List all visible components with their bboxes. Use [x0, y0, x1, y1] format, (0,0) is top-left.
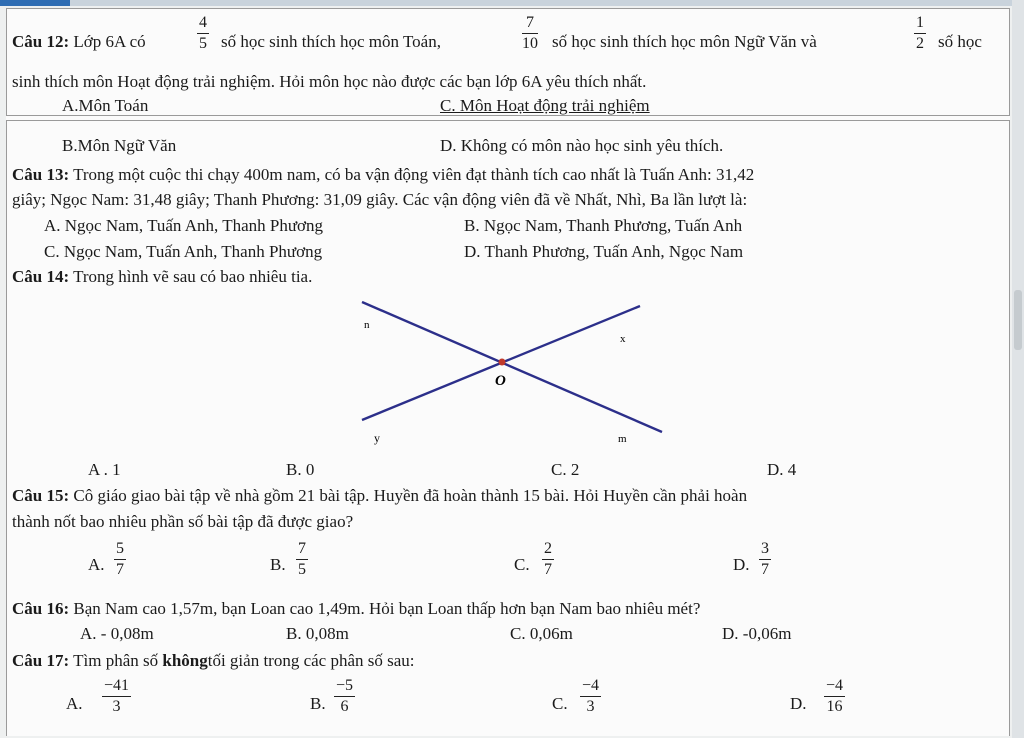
q14-option-d: D. 4: [767, 460, 797, 479]
q15-option-d-fraction: [759, 540, 771, 579]
q15-text1: Cô giáo giao bài tập về nhà gồm 21 bài tập. Huyền đã hoàn thành 15 bài. Hỏi Huyền cần phải hoàn: [73, 486, 748, 505]
q14-label: Câu 14:: [12, 267, 70, 286]
numerator: 7: [298, 540, 306, 557]
q17-option-d-label: D.: [790, 694, 807, 713]
label-y: y: [374, 431, 380, 445]
q15-line1: [12, 486, 747, 506]
q12-f3-numerator: 1: [916, 14, 924, 31]
q12-f1-denominator: 5: [199, 35, 207, 52]
q17-option-b-label: B.: [310, 694, 326, 713]
q13-label: Câu 13:: [12, 165, 70, 184]
q16-option-c: C. 0,06m: [510, 624, 573, 643]
q12-option-a: A.Môn Toán: [62, 96, 149, 115]
q12-f2-denominator: 10: [522, 35, 538, 52]
q12-label: Câu 12:: [12, 32, 70, 51]
window-top-bar: [0, 0, 1024, 6]
q15-option-b-fraction: [296, 540, 308, 579]
q14-line: [12, 267, 312, 287]
denominator: 3: [586, 698, 595, 715]
q12-f3-denominator: 2: [916, 35, 924, 52]
window-tab-indicator: [0, 0, 70, 6]
numerator: −4: [826, 677, 844, 694]
q13-option-d: D. Thanh Phương, Tuấn Anh, Ngọc Nam: [464, 242, 744, 261]
numerator: −5: [336, 677, 354, 694]
scrollbar[interactable]: [1012, 0, 1024, 738]
q15-option-a-label: A.: [88, 555, 105, 574]
denominator: 6: [340, 698, 349, 715]
q16-option-a: A. - 0,08m: [80, 624, 154, 643]
q12-fraction-1: [197, 14, 209, 53]
q13-option-c: C. Ngọc Nam, Tuấn Anh, Thanh Phương: [44, 242, 323, 261]
numerator: 5: [116, 540, 124, 557]
q16-text: Bạn Nam cao 1,57m, bạn Loan cao 1,49m. Hỏi bạn Loan thấp hơn bạn Nam bao nhiêu mét?: [73, 599, 701, 618]
q12-text1: Lớp 6A có: [73, 32, 146, 51]
q15-option-c-fraction: [542, 540, 554, 579]
q13-line1: [12, 165, 754, 185]
q12-line2: sinh thích môn Hoạt động trải nghiệm. Hỏi môn học nào được các bạn lớp 6A yêu thích nhất.: [12, 72, 647, 91]
q16-option-b: B. 0,08m: [286, 624, 349, 643]
q17-bold-word: không: [162, 651, 208, 670]
scrollbar-thumb[interactable]: [1014, 290, 1022, 350]
q17-option-a-fraction: [102, 677, 131, 716]
numerator: 2: [544, 540, 552, 557]
q12-f1-numerator: 4: [199, 14, 207, 31]
q12-text4: số học: [938, 32, 982, 51]
denominator: 7: [761, 561, 769, 578]
q15-option-a-fraction: [114, 540, 126, 579]
q14-text: Trong hình vẽ sau có bao nhiêu tia.: [73, 267, 313, 286]
q17-option-b-fraction: [334, 677, 355, 716]
q16-label: Câu 16:: [12, 599, 70, 618]
q14-option-b: B. 0: [286, 460, 315, 479]
q15-option-b-label: B.: [270, 555, 286, 574]
denominator: 16: [826, 698, 843, 715]
q12-option-d: D. Không có môn nào học sinh yêu thích.: [440, 136, 724, 155]
q14-option-c: C. 2: [551, 460, 580, 479]
q17-option-c-fraction: [580, 677, 601, 716]
q14-option-a: A . 1: [88, 460, 121, 479]
label-m: m: [618, 433, 627, 445]
q13-option-a: A. Ngọc Nam, Tuấn Anh, Thanh Phương: [44, 216, 324, 235]
q17-option-d-fraction: [824, 677, 845, 716]
label-x: x: [620, 333, 626, 345]
q14-figure: [340, 290, 680, 460]
q12-fraction-2: [522, 14, 538, 53]
q17-text2: tối giản trong các phân số sau:: [207, 651, 415, 670]
point-o: [499, 359, 506, 366]
q12-line1: [12, 32, 146, 52]
q13-option-b: B. Ngọc Nam, Thanh Phương, Tuấn Anh: [464, 216, 743, 235]
q16-line: [12, 599, 700, 619]
q15-option-d-label: D.: [733, 555, 750, 574]
q17-text1: Tìm phân số: [73, 651, 159, 670]
q17-option-c-label: C.: [552, 694, 568, 713]
q15-option-c-label: C.: [514, 555, 530, 574]
q12-text2: số học sinh thích học môn Toán,: [221, 32, 441, 51]
label-o: O: [495, 373, 506, 389]
numerator: −4: [582, 677, 600, 694]
q12-fraction-3: [914, 14, 926, 53]
q16-option-d: D. -0,06m: [722, 624, 792, 643]
q17-line: [12, 651, 415, 671]
numerator: 3: [761, 540, 769, 557]
q12-f2-numerator: 7: [526, 14, 534, 31]
q13-line2: giây; Ngọc Nam: 31,48 giây; Thanh Phương: 31,09 giây. Các vận động viên đã về Nhất, Nhì, Ba lần lượt là:: [12, 190, 748, 209]
label-n: n: [364, 319, 370, 331]
denominator: 7: [544, 561, 552, 578]
q13-text1: Trong một cuộc thi chạy 400m nam, có ba vận động viên đạt thành tích cao nhất là Tuấn Anh: 31,42: [73, 165, 755, 184]
denominator: 7: [116, 561, 124, 578]
q15-line2: thành nốt bao nhiêu phần số bài tập đã được giao?: [12, 512, 354, 531]
q12-text3: số học sinh thích học môn Ngữ Văn và: [552, 32, 817, 51]
denominator: 5: [298, 561, 306, 578]
q17-label: Câu 17:: [12, 651, 70, 670]
line-n-m: [362, 302, 662, 432]
denominator: 3: [112, 698, 121, 715]
q12-option-b: B.Môn Ngữ Văn: [62, 136, 177, 155]
q17-option-a-label: A.: [66, 694, 83, 713]
q12-option-c: C. Môn Hoạt động trải nghiệm: [440, 96, 650, 115]
q15-label: Câu 15:: [12, 486, 70, 505]
numerator: −41: [104, 677, 130, 694]
